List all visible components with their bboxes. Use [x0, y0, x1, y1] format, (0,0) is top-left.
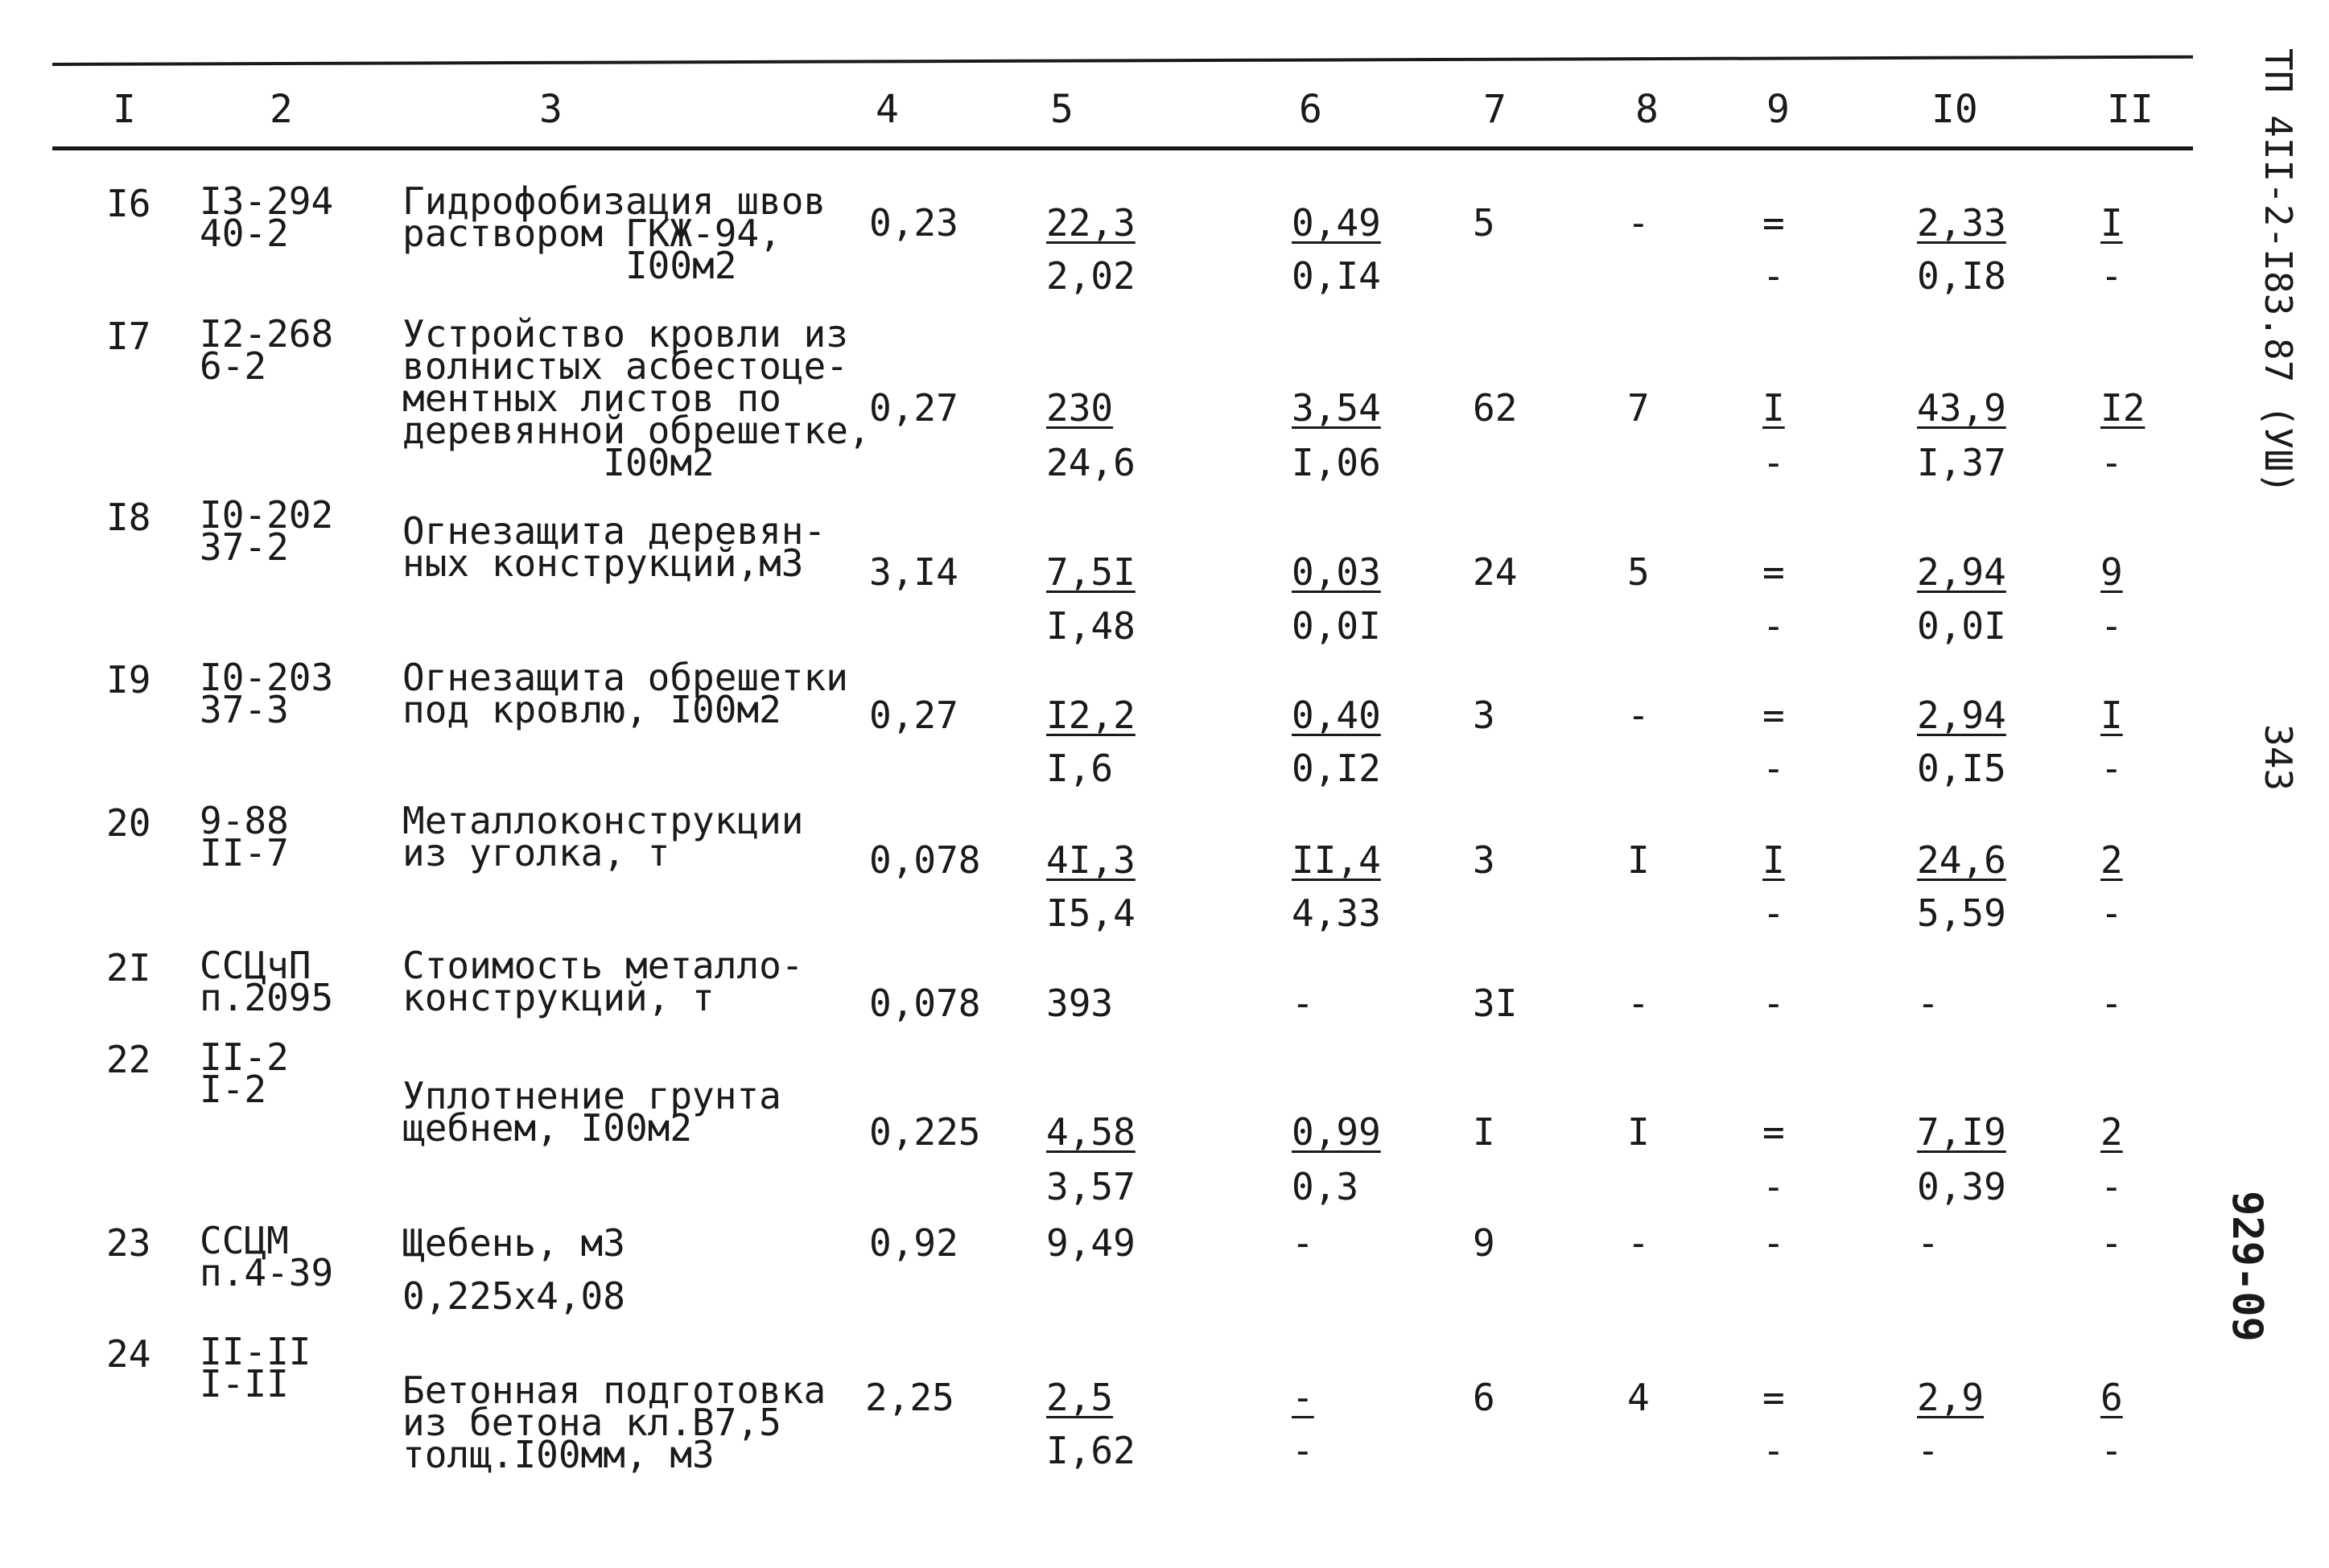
- value: 393: [1046, 982, 1114, 1025]
- value-upper: 2: [2100, 838, 2123, 882]
- value-upper: I2,2: [1046, 693, 1136, 737]
- quantity: 2,25: [865, 1376, 954, 1419]
- value-lower: I,62: [1046, 1429, 1136, 1472]
- value: 3: [1473, 838, 1495, 882]
- row-num: 2I: [106, 946, 151, 990]
- value-upper: =: [1762, 550, 1785, 594]
- value-lower: -: [1762, 1165, 1785, 1208]
- value: 7: [1627, 386, 1650, 430]
- value-upper: 0,40: [1292, 693, 1381, 737]
- value-lower: -: [2100, 1165, 2123, 1208]
- value-upper: 2,94: [1917, 550, 2006, 594]
- value-lower: 0,I2: [1292, 747, 1381, 790]
- value-upper: 2,9: [1917, 1376, 1985, 1419]
- value-upper: 24,6: [1917, 838, 2006, 882]
- quantity: 0,27: [869, 386, 958, 430]
- value-lower: -: [1292, 1429, 1314, 1472]
- work-calc: 0,225х4,08: [402, 1274, 625, 1318]
- quantity: 0,92: [869, 1221, 958, 1265]
- work-name: Стоимость металло- конструкций, т: [402, 944, 804, 1019]
- value: 3: [1473, 693, 1495, 737]
- value-lower: 0,0I: [1917, 604, 2006, 648]
- value-upper: =: [1762, 201, 1785, 245]
- norm-code: I0-203 37-3: [200, 656, 334, 731]
- value-lower: 0,39: [1917, 1165, 2006, 1208]
- value: 5: [1627, 550, 1650, 594]
- value: -: [1627, 201, 1650, 245]
- work-name: Устройство кровли из волнистых асбестоце- ментных листов по деревянной обрешетке, I00м2: [402, 312, 871, 484]
- value: 3I: [1473, 982, 1518, 1025]
- quantity: 0,078: [869, 982, 981, 1025]
- value-lower: 2,02: [1046, 254, 1136, 298]
- value: -: [1627, 982, 1650, 1025]
- norm-code: I0-202 37-2: [200, 493, 334, 569]
- norm-code: I3-294 40-2: [200, 179, 334, 255]
- norm-code: ССЦчП п.2095: [200, 944, 334, 1019]
- value-upper: 7,5I: [1046, 550, 1136, 594]
- norm-code: II-2 I-2: [200, 1035, 289, 1111]
- value: -: [1292, 1221, 1314, 1265]
- value-upper: =: [1762, 693, 1785, 737]
- value-upper: 4,58: [1046, 1110, 1136, 1154]
- row-num: 23: [106, 1221, 151, 1265]
- quantity: 0,078: [869, 838, 981, 882]
- col-header-9: 9: [1766, 87, 1790, 132]
- value-lower: 24,6: [1046, 441, 1136, 484]
- col-header-10: I0: [1931, 87, 1978, 132]
- top-rule: [52, 56, 2193, 66]
- row-num: 24: [106, 1332, 151, 1376]
- value-upper: 22,3: [1046, 201, 1136, 245]
- value-upper: 0,03: [1292, 550, 1381, 594]
- value-upper: -: [1292, 1376, 1314, 1419]
- norm-code: 9-88 II-7: [200, 799, 289, 875]
- value-lower: 5,59: [1917, 891, 2006, 935]
- row-num: I6: [106, 182, 151, 225]
- value: -: [1917, 1221, 1939, 1265]
- value-upper: 43,9: [1917, 386, 2006, 430]
- value-lower: 4,33: [1292, 891, 1381, 935]
- value: -: [1762, 1221, 1785, 1265]
- quantity: 0,225: [869, 1110, 981, 1154]
- value: 6: [1473, 1376, 1495, 1419]
- value-lower: -: [1917, 1429, 1939, 1472]
- value-upper: II,4: [1292, 838, 1381, 882]
- value-upper: 0,49: [1292, 201, 1381, 245]
- row-num: 22: [106, 1038, 151, 1081]
- value-lower: I,06: [1292, 441, 1381, 484]
- value-upper: =: [1762, 1110, 1785, 1154]
- value-lower: 3,57: [1046, 1165, 1136, 1208]
- value-upper: 0,99: [1292, 1110, 1381, 1154]
- value-upper: =: [1762, 1376, 1785, 1419]
- value-upper: I: [2100, 201, 2123, 245]
- row-num: I9: [106, 658, 151, 702]
- norm-code: I2-268 6-2: [200, 312, 334, 388]
- row-num: 20: [106, 801, 151, 845]
- value-lower: 0,3: [1292, 1165, 1359, 1208]
- value-lower: -: [2100, 604, 2123, 648]
- value: 4: [1627, 1376, 1650, 1419]
- value-lower: -: [1762, 891, 1785, 935]
- value-lower: -: [2100, 1429, 2123, 1472]
- value-upper: 4I,3: [1046, 838, 1136, 882]
- value-lower: -: [1762, 747, 1785, 790]
- value-upper: I: [1762, 386, 1785, 430]
- value: I: [1473, 1110, 1495, 1154]
- value: 5: [1473, 201, 1495, 245]
- quantity: 0,23: [869, 201, 958, 245]
- value-lower: -: [1762, 254, 1785, 298]
- value-upper: 2: [2100, 1110, 2123, 1154]
- value-lower: -: [1762, 604, 1785, 648]
- value-lower: I,6: [1046, 747, 1114, 790]
- value: -: [1292, 982, 1314, 1025]
- value: 62: [1473, 386, 1518, 430]
- value: I: [1627, 1110, 1650, 1154]
- value-upper: 2,94: [1917, 693, 2006, 737]
- value-lower: I,37: [1917, 441, 2006, 484]
- value: -: [1627, 1221, 1650, 1265]
- value-upper: 3,54: [1292, 386, 1381, 430]
- value-lower: 0,I4: [1292, 254, 1381, 298]
- value-lower: -: [1762, 441, 1785, 484]
- value: -: [2100, 1221, 2123, 1265]
- work-name: Огнезащита обрешетки под кровлю, I00м2: [402, 656, 848, 731]
- work-name: Огнезащита деревян- ных конструкций,м3: [402, 509, 826, 585]
- value-upper: 9: [2100, 550, 2123, 594]
- col-header-4: 4: [876, 87, 899, 132]
- value: -: [1917, 982, 1939, 1025]
- col-header-5: 5: [1050, 87, 1074, 132]
- value-upper: 230: [1046, 386, 1114, 430]
- col-header-11: II: [2107, 87, 2154, 132]
- work-name: Гидрофобизация швов раствором ГКЖ-94, I00м2: [402, 179, 826, 287]
- value-lower: I,48: [1046, 604, 1136, 648]
- value-upper: 7,I9: [1917, 1110, 2006, 1154]
- value: I: [1627, 838, 1650, 882]
- value: 9: [1473, 1221, 1495, 1265]
- value: -: [1762, 982, 1785, 1025]
- value-lower: -: [2100, 441, 2123, 484]
- row-num: I7: [106, 315, 151, 358]
- row-num: I8: [106, 496, 151, 539]
- norm-code: II-II I-II: [200, 1330, 311, 1405]
- col-header-1: I: [113, 87, 136, 132]
- value: 24: [1473, 550, 1518, 594]
- value: -: [2100, 982, 2123, 1025]
- col-header-8: 8: [1635, 87, 1659, 132]
- value-lower: I5,4: [1046, 891, 1136, 935]
- sheet-code: 929-09: [2223, 1191, 2271, 1342]
- value-lower: 0,0I: [1292, 604, 1381, 648]
- value-lower: -: [2100, 254, 2123, 298]
- value-lower: -: [1762, 1429, 1785, 1472]
- value-upper: I: [2100, 693, 2123, 737]
- quantity: 3,I4: [869, 550, 958, 594]
- value-upper: 2,5: [1046, 1376, 1114, 1419]
- work-name: Металлоконструкции из уголка, т: [402, 799, 804, 875]
- col-header-3: 3: [539, 87, 563, 132]
- value: -: [1627, 693, 1650, 737]
- value-lower: 0,I8: [1917, 254, 2006, 298]
- col-header-2: 2: [270, 87, 293, 132]
- col-header-7: 7: [1483, 87, 1507, 132]
- col-header-6: 6: [1299, 87, 1322, 132]
- page-number: 343: [2257, 724, 2300, 792]
- value-upper: I: [1762, 838, 1785, 882]
- work-name: Уплотнение грунта щебнем, I00м2: [402, 1074, 781, 1150]
- value-lower: 0,I5: [1917, 747, 2006, 790]
- value-upper: 2,33: [1917, 201, 2006, 245]
- value-lower: -: [2100, 891, 2123, 935]
- document-code: ТП 4II-2-I83.87 (УШ): [2257, 48, 2300, 494]
- value-upper: 6: [2100, 1376, 2123, 1419]
- value: 9,49: [1046, 1221, 1136, 1265]
- work-name: Щебень, м3: [402, 1221, 625, 1265]
- quantity: 0,27: [869, 693, 958, 737]
- value-lower: -: [2100, 747, 2123, 790]
- value-upper: I2: [2100, 386, 2146, 430]
- norm-code: ССЦМ п.4-39: [200, 1219, 334, 1294]
- work-name: Бетонная подготовка из бетона кл.В7,5 толщ.I00мм, м3: [402, 1368, 826, 1476]
- header-rule: [52, 146, 2193, 150]
